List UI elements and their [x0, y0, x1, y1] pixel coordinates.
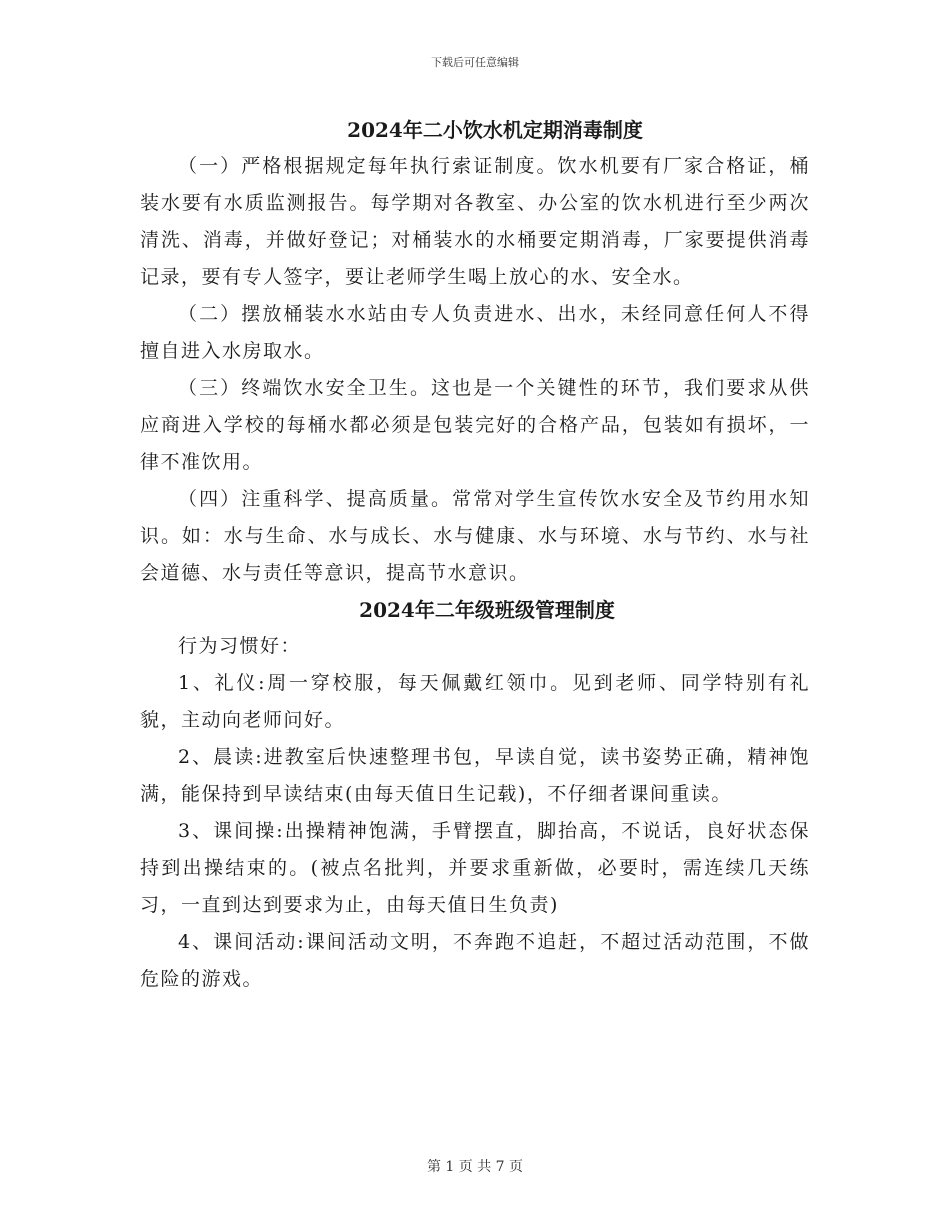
paragraph: （三）终端饮水安全卫生。这也是一个关键性的环节，我们要求从供应商进入学校的每桶水都必须是包装完好的合格产品，包装如有损坏，一律不准饮用。 [140, 377, 810, 473]
paragraph: （二）摆放桶装水水站由专人负责进水、出水，未经同意任何人不得擅自进入水房取水。 [140, 303, 810, 362]
paragraph: 1、礼仪:周一穿校服，每天佩戴红领巾。见到老师、同学特别有礼貌，主动向老师问好。 [140, 672, 810, 731]
paragraph: 2、晨读:进教室后快速整理书包，早读自觉，读书姿势正确，精神饱满，能保持到早读结束(由每天值日生记载)，不仔细者课间重读。 [140, 746, 810, 805]
paragraph: 行为习惯好： [178, 635, 302, 657]
document-title-1: 2024年二小饮水机定期消毒制度 [347, 118, 643, 142]
paragraph: 4、课间活动:课间活动文明，不奔跑不追赶，不超过活动范围，不做危险的游戏。 [140, 931, 810, 990]
paragraph: （一）严格根据规定每年执行索证制度。饮水机要有厂家合格证，桶装水要有水质监测报告。每学期对各教室、办公室的饮水机进行至少两次清洗、消毒，并做好登记；对桶装水的水桶要定期消毒，厂家要提供消毒记录，要有专人签字，要让老师学生喝上放心的水、安全水。 [140, 155, 810, 288]
paragraph: （四）注重科学、提高质量。常常对学生宣传饮水安全及节约用水知识。如：水与生命、水与成长、水与健康、水与环境、水与节约、水与社会道德、水与责任等意识，提高节水意识。 [140, 488, 810, 584]
document-title-2: 2024年二年级班级管理制度 [359, 598, 615, 622]
document-body [140, 112, 810, 998]
paragraph: 3、课间操:出操精神饱满，手臂摆直，脚抬高，不说话，良好状态保持到出操结束的。(被点名批判，并要求重新做，必要时，需连续几天练习，一直到达到要求为止，由每天值日生负责) [140, 820, 810, 916]
header-note: 下载后可任意编辑 [431, 56, 519, 69]
page-number-footer: 第 1 页 共 7 页 [426, 1159, 524, 1175]
